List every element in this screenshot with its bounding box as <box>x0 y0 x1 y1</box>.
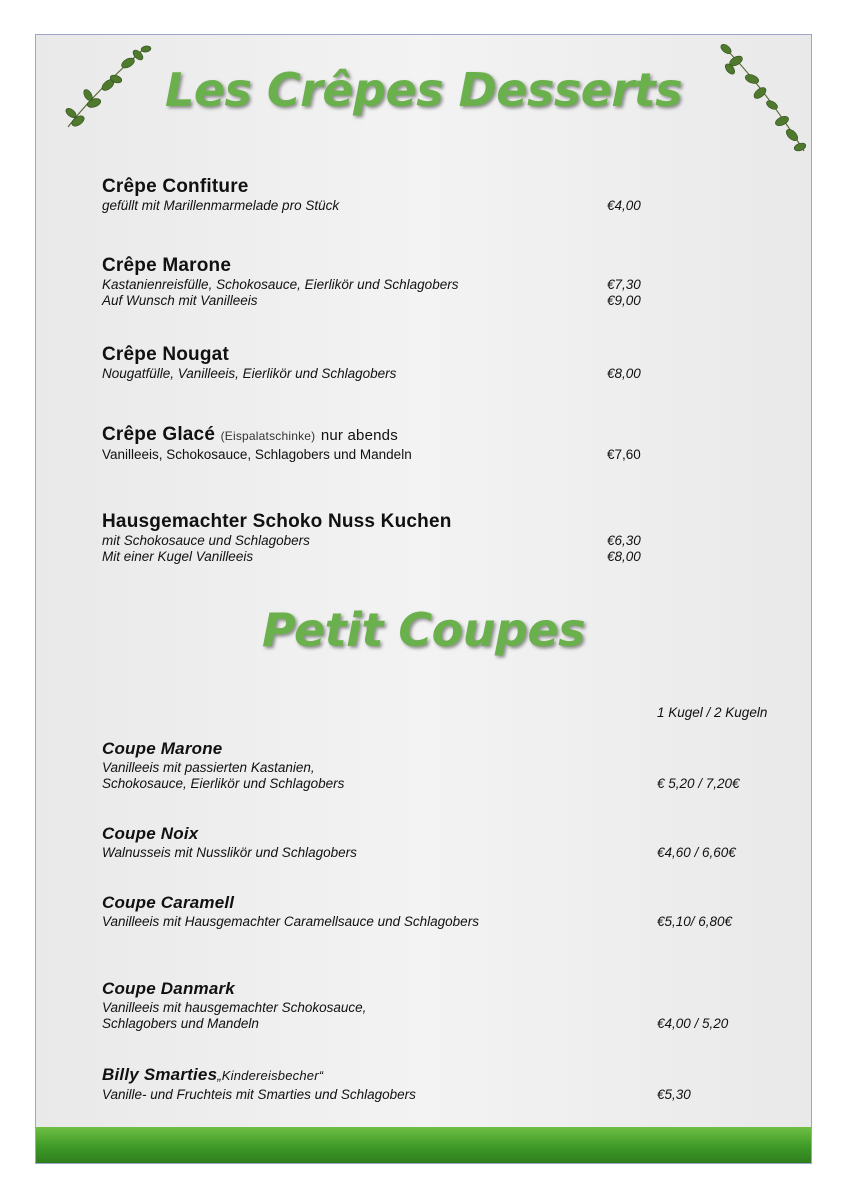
item-description: Auf Wunsch mit Vanilleeis <box>102 293 258 308</box>
item-name: Coupe Caramell <box>102 893 235 912</box>
item-description: Nougatfülle, Vanilleeis, Eierlikör und Schlagobers <box>102 366 397 381</box>
item-description: Mit einer Kugel Vanilleeis <box>102 549 254 564</box>
item-description: gefüllt mit Marillenmarmelade pro Stück <box>102 198 340 213</box>
item-line <box>102 447 802 463</box>
menu-page <box>35 34 812 1164</box>
item-description: Vanilleeis mit Hausgemachter Caramellsauce und Schlagobers <box>102 914 479 929</box>
item-name: Coupe Marone <box>102 739 223 758</box>
item-name: Crêpe Glacé <box>102 424 216 445</box>
item-suffix: nur abends <box>320 427 398 444</box>
menu-item <box>102 255 802 309</box>
item-line <box>102 198 802 214</box>
item-description: Schlagobers und Mandeln <box>102 1016 259 1031</box>
item-line <box>102 1000 802 1016</box>
item-description: Kastanienreisfülle, Schokosauce, Eierlikör und Schlagobers <box>102 277 459 292</box>
item-price: €4,00 <box>607 198 641 213</box>
item-price: €5,10/ 6,80€ <box>657 914 733 929</box>
coupes-section-title: Petit Coupes <box>261 603 586 657</box>
item-line <box>102 1016 802 1032</box>
item-line <box>102 845 802 861</box>
menu-item <box>102 1064 802 1103</box>
item-line <box>102 366 802 382</box>
item-line <box>102 293 802 309</box>
item-name: Crêpe Confiture <box>102 176 249 197</box>
item-line <box>102 776 802 792</box>
item-line <box>102 549 802 565</box>
menu-item <box>102 344 802 382</box>
item-price: €8,00 <box>607 366 641 381</box>
item-price: €9,00 <box>607 293 641 308</box>
footer-bar <box>36 1127 811 1163</box>
item-description: mit Schokosauce und Schlagobers <box>102 533 310 548</box>
item-description: Walnusseis mit Nusslikör und Schlagobers <box>102 845 357 860</box>
item-price: € 5,20 / 7,20€ <box>657 776 740 791</box>
menu-item <box>102 823 802 861</box>
item-note: „Kindereisbecher“ <box>217 1068 324 1083</box>
item-name: Hausgemachter Schoko Nuss Kuchen <box>102 511 452 532</box>
item-name-row <box>102 1064 802 1087</box>
menu-item <box>102 738 802 792</box>
item-description: Vanilleeis mit hausgemachter Schokosauce, <box>102 1000 367 1015</box>
item-name: Billy Smarties <box>102 1065 218 1084</box>
item-name-row <box>102 424 802 447</box>
menu-item <box>102 978 802 1032</box>
item-description: Vanilleeis mit passierten Kastanien, <box>102 760 315 775</box>
item-note: (Eispalatschinke) <box>220 429 316 443</box>
item-line <box>102 914 802 930</box>
price-column-header: 1 Kugel / 2 Kugeln <box>657 705 768 720</box>
item-name: Crêpe Marone <box>102 255 232 276</box>
item-description: Schokosauce, Eierlikör und Schlagobers <box>102 776 345 791</box>
item-price: €7,30 <box>607 277 641 292</box>
item-description: Vanilleeis, Schokosauce, Schlagobers und Mandeln <box>102 447 412 462</box>
crepes-section-title: Les Crêpes Desserts <box>165 63 682 117</box>
item-price: €8,00 <box>607 549 641 564</box>
item-line <box>102 1087 802 1103</box>
item-price: €7,60 <box>607 447 641 462</box>
item-name: Coupe Danmark <box>102 979 235 998</box>
item-line <box>102 277 802 293</box>
item-description: Vanille- und Fruchteis mit Smarties und Schlagobers <box>102 1087 416 1102</box>
item-price: €5,30 <box>657 1087 691 1102</box>
item-name: Coupe Noix <box>102 824 199 843</box>
item-line <box>102 533 802 549</box>
menu-item <box>102 176 802 214</box>
item-name: Crêpe Nougat <box>102 344 229 365</box>
menu-item <box>102 511 802 565</box>
menu-item <box>102 424 802 463</box>
item-price: €4,60 / 6,60€ <box>657 845 736 860</box>
item-price: €4,00 / 5,20 <box>657 1016 729 1031</box>
item-line <box>102 760 802 776</box>
item-price: €6,30 <box>607 533 641 548</box>
menu-item <box>102 892 802 930</box>
